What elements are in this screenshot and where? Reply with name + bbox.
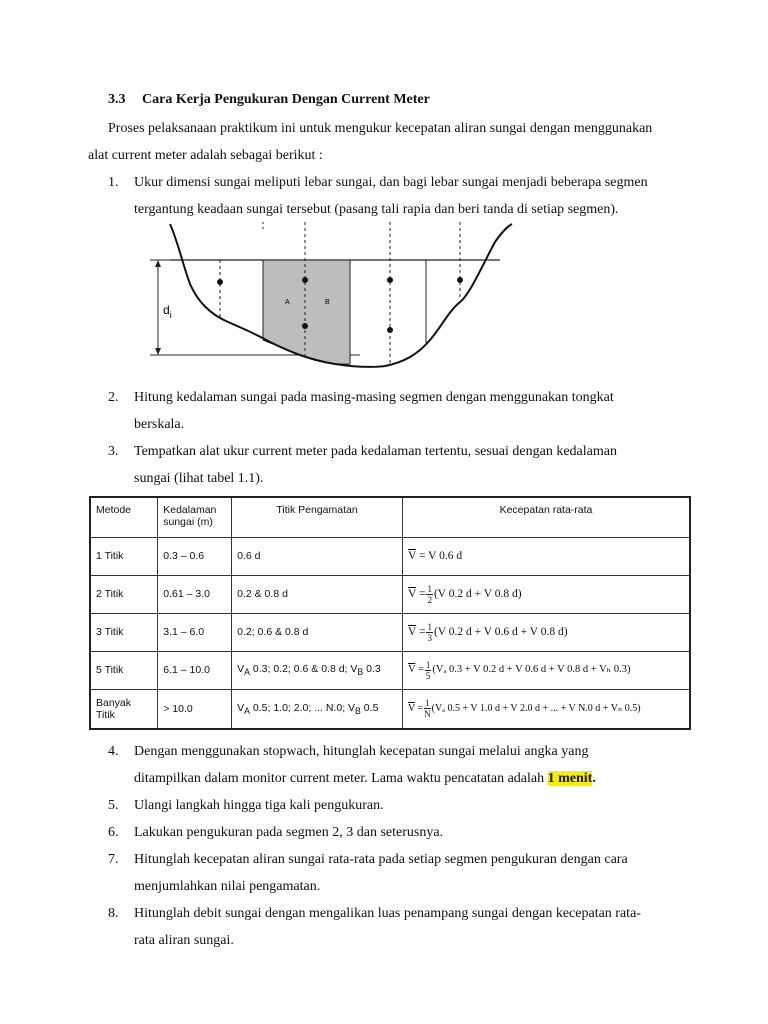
list-item-text: sungai (lihat tabel 1.1). [134,471,264,486]
cell-formula: $\overline{V}$ = $\frac{1}{2}$ (V 0.2 d + V 0.8 d) [402,575,690,613]
header-kedalaman: Kedalaman sungai (m) [158,497,232,537]
measurement-point [387,327,393,333]
cell-titik: 0.2 & 0.8 d [232,575,403,613]
list-item-text: ditampilkan dalam monitor current meter. Lama waktu pencatatan adalah 1 menit. [134,771,596,786]
intro-line-2: alat current meter adalah sebagai berikut : [88,148,323,163]
list-item-text: Hitung kedalaman sungai pada masing-masing segmen dengan menggunakan tongkat [134,390,614,405]
depth-arrow-up [155,260,161,267]
list-item-text: tergantung keadaan sungai tersebut (pasang tali rapia dan beri tanda di setiap segmen). [134,202,619,217]
segment-label-b: B [325,299,330,306]
measurement-point [302,277,308,283]
list-item-text: Ulangi langkah hingga tiga kali pengukuran. [134,798,384,813]
list-item-text: Hitunglah kecepatan aliran sungai rata-rata pada setiap segmen pengukuran dengan cara [134,852,628,867]
list-item-text: Ukur dimensi sungai meliputi lebar sungai, dan bagi lebar sungai menjadi beberapa segmen [134,175,648,190]
highlight-duration: 1 menit [547,771,593,786]
cell-formula: $\overline{V}$ = $\frac{1}{3}$ (V 0.2 d + V 0.6 d + V 0.8 d) [402,613,690,651]
cell-formula: $\overline{V}$ = $\frac{1}{N}$ (Vₐ 0.5 + V 1.0 d + V 2.0 d + ... + V N.0 d + Vₙ 0.5) [402,689,690,729]
list-item-text: berskala. [134,417,185,432]
list-item-text: Dengan menggunakan stopwach, hitunglah kecepatan sungai melalui angka yang [134,744,589,759]
cell-titik: 0.6 d [232,537,403,575]
cell-metode: 3 Titik [90,613,158,651]
table-row [90,537,690,575]
section-number: 3.3 [108,92,126,107]
measurement-point [217,279,223,285]
segment-label-a: A [285,299,290,306]
list-item-number: 1. [108,175,119,190]
cell-formula: $\overline{V} = V$ 0.6 d [402,537,690,575]
header-titik: Titik Pengamatan [232,497,403,537]
measurement-point [302,323,308,329]
cell-kedalaman: 6.1 – 10.0 [158,651,232,689]
method-table [89,496,691,730]
depth-label: $d_i$ [163,303,172,320]
table-row [90,651,690,689]
cell-metode: 1 Titik [90,537,158,575]
cell-kedalaman: 0.61 – 3.0 [158,575,232,613]
cell-titik: $V_A$ 0.5; 1.0; 2.0; ... N.0; $V_B$ 0.5 [232,689,403,729]
list-item-number: 7. [108,852,119,867]
section-heading [108,92,430,108]
cell-titik: $V_A$ 0.3; 0.2; 0.6 & 0.8 d; $V_B$ 0.3 [232,651,403,689]
list-item-number: 4. [108,744,119,759]
river-cross-section-diagram [150,222,520,372]
shaded-segment [263,260,350,364]
list-item-number: 2. [108,390,119,405]
cell-kedalaman: 0.3 – 0.6 [158,537,232,575]
table-header-row [90,497,690,537]
list-item-text: rata aliran sungai. [134,933,234,948]
cell-metode: 5 Titik [90,651,158,689]
list-item-text: Tempatkan alat ukur current meter pada kedalaman tertentu, sesuai dengan kedalaman [134,444,617,459]
header-kecepatan: Kecepatan rata-rata [402,497,690,537]
list-item-number: 3. [108,444,119,459]
list-item-text: Lakukan pengukuran pada segmen 2, 3 dan seterusnya. [134,825,444,840]
intro-line-1: Proses pelaksanaan praktikum ini untuk mengukur kecepatan aliran sungai dengan menggunakan [108,121,653,136]
header-metode: Metode [90,497,158,537]
measurement-point [457,277,463,283]
depth-arrow-down [155,348,161,355]
cell-formula: $\overline{V}$ = $\frac{1}{5}$ (Vₐ 0.3 + V 0.2 d + V 0.6 d + V 0.8 d + Vₕ 0.3) [402,651,690,689]
cell-metode: Banyak Titik [90,689,158,729]
list-item-number: 5. [108,798,119,813]
table-row [90,689,690,729]
measurement-point [387,277,393,283]
cell-kedalaman: 3.1 – 6.0 [158,613,232,651]
list-item-text: menjumlahkan nilai pengamatan. [134,879,321,894]
list-item-text: Hitunglah debit sungai dengan mengalikan luas penampang sungai dengan kecepatan rata- [134,906,641,921]
table-row [90,613,690,651]
section-title: Cara Kerja Pengukuran Dengan Current Meter [142,92,430,107]
list-item-number: 6. [108,825,119,840]
cell-titik: 0.2; 0.6 & 0.8 d [232,613,403,651]
cell-metode: 2 Titik [90,575,158,613]
list-item-number: 8. [108,906,119,921]
table-row [90,575,690,613]
cell-kedalaman: > 10.0 [158,689,232,729]
